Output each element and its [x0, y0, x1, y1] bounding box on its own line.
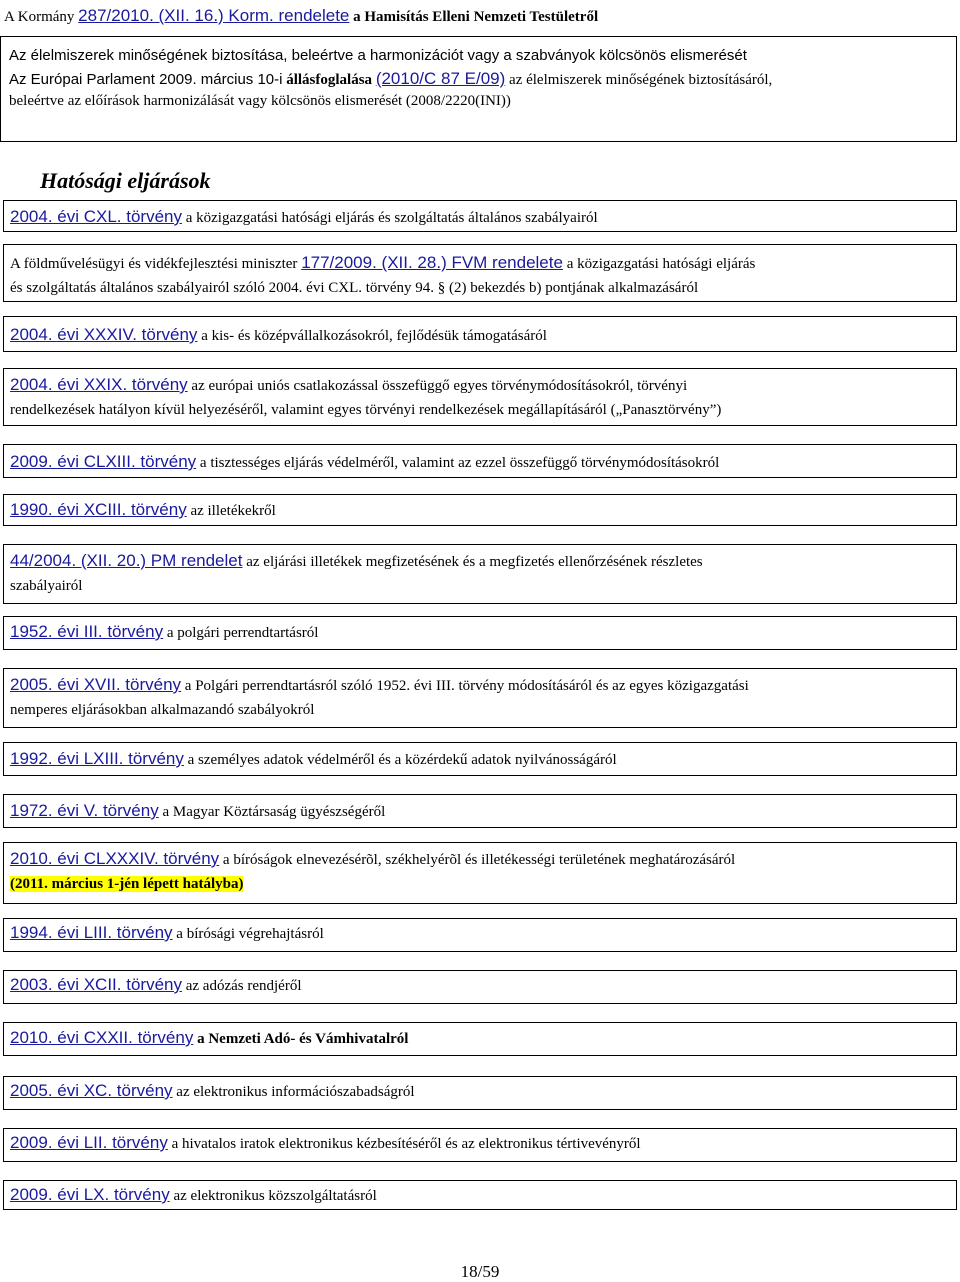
law-link[interactable]: 1952. évi III. törvény: [10, 622, 164, 641]
list-item: [3, 316, 957, 352]
header-line: [4, 6, 954, 26]
law-description: az eljárási illetékek megfizetésének és a megfizetés ellenőrzésének részletes: [246, 554, 703, 570]
effective-date-highlight: (2011. március 1-jén lépett hatályba): [10, 876, 244, 892]
law-description: a bíróságok elnevezésérõl, székhelyérõl és illetékességi területének meghatározásáról: [222, 852, 736, 868]
law-link[interactable]: 2009. évi CLXIII. törvény: [10, 452, 197, 471]
list-item: [3, 742, 957, 776]
intro-line-2-bold: állásfoglalása: [286, 72, 373, 88]
law-link[interactable]: 2004. évi CXL. törvény: [10, 207, 182, 226]
law-description: a Nemzeti Adó- és Vámhivatalról: [197, 1031, 409, 1047]
list-item: [3, 244, 957, 302]
law-link[interactable]: 2003. évi XCII. törvény: [10, 975, 182, 994]
law-description: az elektronikus közszolgáltatásról: [173, 1188, 377, 1204]
law-link[interactable]: 2009. évi LX. törvény: [10, 1185, 170, 1204]
list-item: [3, 1128, 957, 1162]
list-item: [3, 1076, 957, 1110]
section-title: Hatósági eljárások: [40, 168, 211, 193]
list-item: [3, 668, 957, 728]
law-prefix: A földművelésügyi és vidékfejlesztési miniszter: [10, 256, 298, 272]
list-item: [3, 544, 957, 604]
law-link[interactable]: 177/2009. (XII. 28.) FVM rendelete: [301, 253, 563, 272]
law-description: az adózás rendjéről: [185, 978, 302, 994]
list-item: [3, 1180, 957, 1210]
list-item: [3, 794, 957, 828]
list-item: [3, 368, 957, 426]
header-link[interactable]: 287/2010. (XII. 16.) Korm. rendelete: [78, 6, 350, 25]
law-link[interactable]: 2005. évi XVII. törvény: [10, 675, 182, 694]
law-description: az európai uniós csatlakozással összefüggő egyes törvénymódosításokról, törvényi: [191, 378, 688, 394]
header-prefix: A Kormány: [4, 9, 75, 25]
list-item: [3, 1022, 957, 1056]
intro-line-2: [9, 68, 948, 91]
law-description: az illetékekről: [190, 503, 276, 519]
list-item: [3, 200, 957, 232]
law-description: a Polgári perrendtartásról szóló 1952. évi III. törvény módosításáról és az egyes közigazgatási: [184, 678, 749, 694]
law-link[interactable]: 44/2004. (XII. 20.) PM rendelet: [10, 551, 243, 570]
law-link[interactable]: 1994. évi LIII. törvény: [10, 923, 173, 942]
intro-line-2-suffix: az élelmiszerek minőségének biztosításáról,: [509, 72, 773, 88]
law-description: a közigazgatási hatósági eljárás: [566, 256, 756, 272]
header-suffix: a Hamisítás Elleni Nemzeti Testületről: [353, 9, 599, 25]
list-item: [3, 616, 957, 650]
law-link[interactable]: 2005. évi XC. törvény: [10, 1081, 173, 1100]
law-description: a kis- és középvállalkozásokról, fejlődésük támogatásáról: [201, 328, 547, 344]
page-number: 18/59: [460, 1262, 500, 1281]
list-item: [3, 494, 957, 526]
list-item: [3, 918, 957, 952]
law-link[interactable]: 2010. évi CXXII. törvény: [10, 1028, 194, 1047]
law-link[interactable]: 1992. évi LXIII. törvény: [10, 749, 184, 768]
intro-line-2-link[interactable]: (2010/C 87 E/09): [375, 69, 506, 88]
law-description: a hivatalos iratok elektronikus kézbesítéséről és az elektronikus tértivevényről: [171, 1136, 641, 1152]
list-item: [3, 970, 957, 1004]
law-description-cont: és szolgáltatás általános szabályairól szóló 2004. évi CXL. törvény 94. § (2) bekezdés b) pontjának alkalmazásáról: [10, 280, 699, 296]
law-description: a közigazgatási hatósági eljárás és szolgáltatás általános szabályairól: [185, 210, 598, 226]
law-description-cont: nemperes eljárásokban alkalmazandó szabályokról: [10, 702, 315, 718]
list-item: [3, 444, 957, 478]
law-description: a tisztességes eljárás védelméről, valamint az ezzel összefüggő törvénymódosításokról: [199, 455, 720, 471]
law-description: a Magyar Köztársaság ügyészségéről: [162, 804, 386, 820]
intro-line-3: beleértve az előírások harmonizálását vagy kölcsönös elismerését (2008/2220(INI)): [9, 93, 511, 109]
intro-line-1: Az élelmiszerek minőségének biztosítása, beleértve a harmonizációt vagy a szabványok kölcsönös elismerését: [9, 47, 747, 64]
law-description: az elektronikus információszabadságról: [176, 1084, 415, 1100]
intro-box: [0, 36, 957, 142]
list-item: [3, 842, 957, 904]
law-link[interactable]: 2004. évi XXXIV. törvény: [10, 325, 198, 344]
law-link[interactable]: 1972. évi V. törvény: [10, 801, 159, 820]
law-link[interactable]: 2009. évi LII. törvény: [10, 1133, 168, 1152]
law-description-cont: rendelkezések hatályon kívül helyezéséről, valamint egyes törvényi rendelkezések megállapításáról („Panasztörvény”): [10, 402, 722, 418]
law-link[interactable]: 2004. évi XXIX. törvény: [10, 375, 188, 394]
intro-line-2-prefix: Az Európai Parlament 2009. március 10-i: [9, 71, 283, 88]
law-description: a személyes adatok védelméről és a közérdekű adatok nyilvánosságáról: [187, 752, 617, 768]
law-description: a polgári perrendtartásról: [166, 625, 319, 641]
law-link[interactable]: 2010. évi CLXXXIV. törvény: [10, 849, 220, 868]
law-link[interactable]: 1990. évi XCIII. törvény: [10, 500, 187, 519]
law-description-cont: szabályairól: [10, 578, 83, 594]
law-description: a bírósági végrehajtásról: [176, 926, 324, 942]
